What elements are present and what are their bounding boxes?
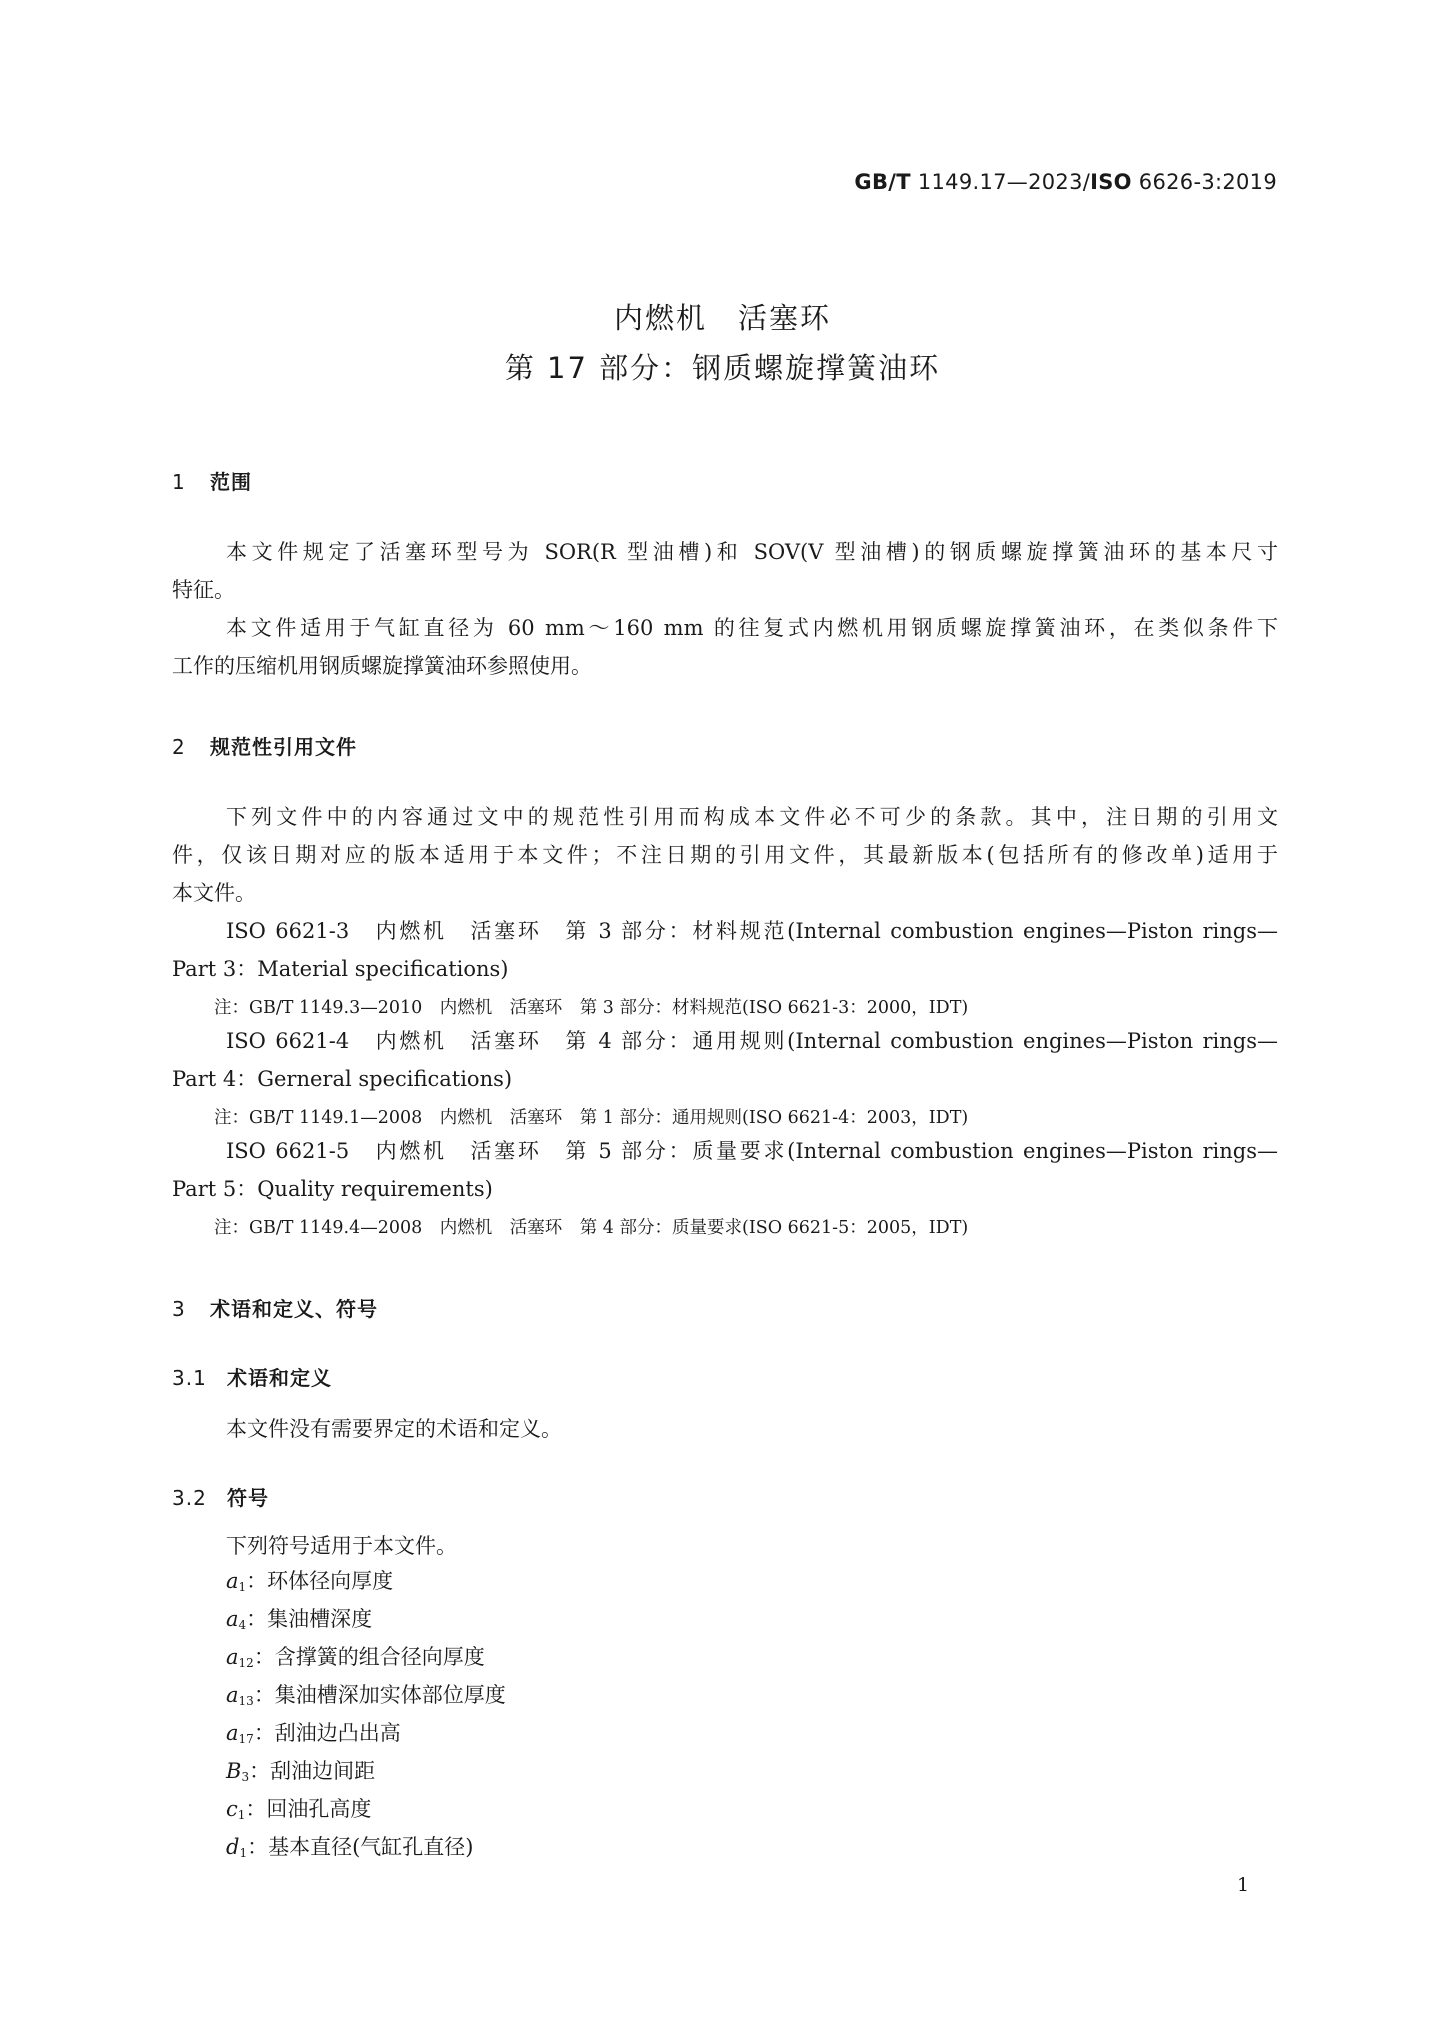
reference-item-2-line-1: ISO 6621-4 内燃机 活塞环 第 4 部分：通用规则(Internal combustion engines—Piston rings— [226, 1029, 1278, 1053]
reference-item-1-line-1: ISO 6621-3 内燃机 活塞环 第 3 部分：材料规范(Internal combustion engines—Piston rings— [226, 919, 1278, 943]
section-number: 3 [172, 1297, 186, 1321]
references-intro-line-1: 下列文件中的内容通过文中的规范性引用而构成本文件必不可少的条款。其中，注日期的引用文 [226, 805, 1278, 829]
symbol-item [226, 1603, 372, 1633]
references-intro-line-3: 本文件。 [172, 881, 256, 905]
symbol-letter: a [226, 1683, 239, 1707]
scope-paragraph-1-line-1: 本文件规定了活塞环型号为 SOR(R 型油槽)和 SOV(V 型油槽)的钢质螺旋撑簧油环的基本尺寸 [226, 540, 1278, 564]
reference-item-2-note: 注：GB/T 1149.1—2008 内燃机 活塞环 第 1 部分：通用规则(ISO 6621-4：2003，IDT) [214, 1108, 969, 1128]
scope-paragraph-1-line-2: 特征。 [172, 578, 235, 602]
terms-paragraph: 本文件没有需要界定的术语和定义。 [226, 1417, 562, 1441]
reference-item-2-line-2: Part 4：Gerneral specifications) [172, 1067, 513, 1091]
section-title: 规范性引用文件 [210, 735, 357, 759]
symbol-letter: a [226, 1645, 239, 1669]
reference-item-3-line-2: Part 5：Quality requirements) [172, 1177, 493, 1201]
section-heading-normative-references [172, 731, 357, 760]
symbol-description: ：刮油边间距 [249, 1759, 376, 1783]
symbol-subscript: 13 [238, 1694, 254, 1708]
symbol-letter: c [226, 1797, 238, 1821]
symbol-description: ：含撑簧的组合径向厚度 [253, 1645, 485, 1669]
symbol-letter: a [226, 1721, 239, 1745]
symbol-description: ：集油槽深度 [246, 1607, 373, 1631]
symbol-subscript: 1 [237, 1808, 246, 1822]
section-heading-terms-symbols [172, 1293, 378, 1322]
symbol-subscript: 17 [238, 1732, 254, 1746]
symbol-letter: B [226, 1759, 242, 1783]
symbol-subscript: 1 [239, 1846, 248, 1860]
reference-item-3-note: 注：GB/T 1149.4—2008 内燃机 活塞环 第 4 部分：质量要求(ISO 6621-5：2005，IDT) [214, 1218, 969, 1238]
iso-code: ISO [1090, 170, 1132, 194]
symbol-item [226, 1717, 401, 1747]
symbol-description: ：基本直径(气缸孔直径) [247, 1835, 474, 1859]
symbol-letter: a [226, 1569, 239, 1593]
reference-item-3-line-1: ISO 6621-5 内燃机 活塞环 第 5 部分：质量要求(Internal combustion engines—Piston rings— [226, 1139, 1278, 1163]
page-number: 1 [1237, 1874, 1250, 1896]
symbol-item [226, 1755, 375, 1785]
standard-code-header [854, 170, 1277, 194]
std-number: 1149.17—2023/ [917, 170, 1091, 194]
subsection-number: 3.2 [172, 1486, 207, 1510]
symbol-letter: d [226, 1835, 240, 1859]
symbol-item [226, 1565, 393, 1595]
scope-paragraph-2-line-2: 工作的压缩机用钢质螺旋撑簧油环参照使用。 [172, 654, 592, 678]
document-title-line1: 内燃机 活塞环 [613, 301, 831, 335]
references-intro-line-2: 件，仅该日期对应的版本适用于本文件；不注日期的引用文件，其最新版本(包括所有的修改单)适用于 [172, 843, 1278, 867]
subsection-title: 符号 [227, 1486, 269, 1510]
subsection-heading-symbols [172, 1482, 269, 1511]
symbol-description: ：回油孔高度 [245, 1797, 372, 1821]
symbol-description: ：刮油边凸出高 [253, 1721, 401, 1745]
symbol-letter: a [226, 1607, 239, 1631]
scope-paragraph-2-line-1: 本文件适用于气缸直径为 60 mm～160 mm 的往复式内燃机用钢质螺旋撑簧油环，在类似条件下 [226, 616, 1278, 640]
subsection-number: 3.1 [172, 1366, 207, 1390]
reference-item-1-note: 注：GB/T 1149.3—2010 内燃机 活塞环 第 3 部分：材料规范(ISO 6621-3：2000，IDT) [214, 998, 969, 1018]
subsection-title: 术语和定义 [227, 1366, 332, 1390]
section-title: 范围 [210, 470, 252, 494]
subsection-heading-terms [172, 1362, 332, 1391]
symbol-subscript: 12 [238, 1656, 254, 1670]
symbol-subscript: 3 [241, 1770, 250, 1784]
symbol-subscript: 4 [238, 1618, 247, 1632]
symbols-intro: 下列符号适用于本文件。 [226, 1534, 457, 1558]
section-heading-scope [172, 466, 252, 495]
symbol-description: ：环体径向厚度 [246, 1569, 394, 1593]
section-number: 2 [172, 735, 186, 759]
symbol-item [226, 1793, 371, 1823]
section-title: 术语和定义、符号 [210, 1297, 378, 1321]
symbol-description: ：集油槽深加实体部位厚度 [253, 1683, 506, 1707]
symbol-subscript: 1 [238, 1580, 247, 1594]
std-code: GB/T [854, 170, 911, 194]
symbol-item [226, 1831, 473, 1861]
reference-item-1-line-2: Part 3：Material specifications) [172, 957, 509, 981]
iso-number: 6626-3:2019 [1138, 170, 1277, 194]
document-title-line2: 第 17 部分：钢质螺旋撑簧油环 [504, 351, 941, 385]
symbol-item [226, 1679, 506, 1709]
symbol-item [226, 1641, 485, 1671]
section-number: 1 [172, 470, 186, 494]
